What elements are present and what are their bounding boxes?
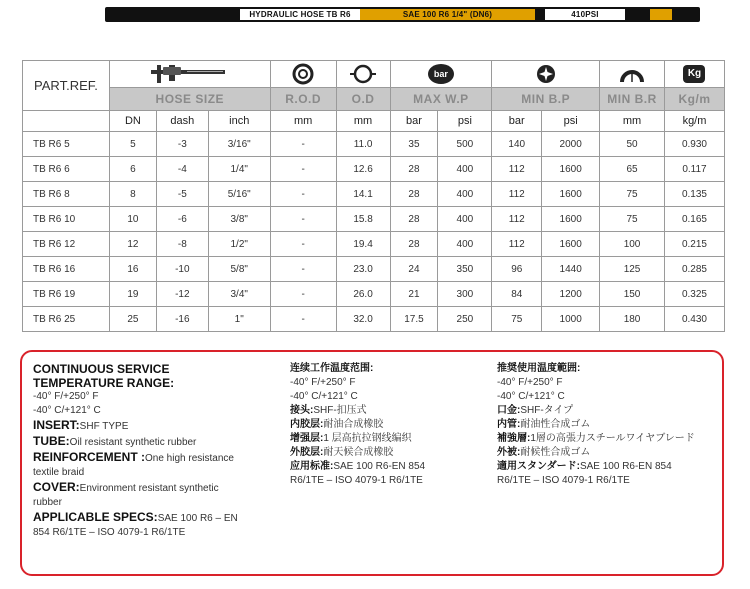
insert-value: SHF-タイプ — [520, 405, 574, 416]
specs-value-2: R6/1TE – ISO 4079-1 R6/1TE — [497, 475, 630, 486]
cell-inch: 1/2" — [208, 232, 270, 257]
group-header-row — [23, 88, 725, 111]
rod-icon-cell — [270, 61, 336, 88]
hose-print-spec: SAE 100 R6 1/4" (DN6) — [360, 9, 535, 20]
od-header: O.D — [336, 88, 390, 111]
cell-kgm: 0.135 — [664, 182, 724, 207]
cell-dash: -8 — [156, 232, 208, 257]
outer-diameter-icon — [348, 63, 378, 85]
cell-dash: -12 — [156, 282, 208, 307]
cell-bp-psi: 1600 — [542, 207, 600, 232]
ring-icon — [292, 63, 314, 85]
cell-part: TB R6 10 — [23, 207, 110, 232]
reinforcement-value: 1層の高張力スチールワイヤブレード — [530, 433, 695, 444]
cell-part: TB R6 5 — [23, 132, 110, 157]
cell-wp-psi: 400 — [438, 157, 492, 182]
hose-print-pressure: 410PSI — [545, 9, 625, 20]
cell-dn: 5 — [109, 132, 156, 157]
cell-inch: 3/4" — [208, 282, 270, 307]
hose-print-logo — [650, 9, 672, 20]
tube-value: 耐油性合成ゴム — [520, 419, 591, 430]
cell-dn: 10 — [109, 207, 156, 232]
unit-cell: mm — [336, 111, 390, 132]
cell-dn: 6 — [109, 157, 156, 182]
cell-wp-bar: 17.5 — [390, 307, 438, 332]
reinforcement-label: REINFORCEMENT : — [33, 450, 145, 464]
part-ref-header: PART.REF. — [23, 61, 110, 111]
cover-label: 外胶层: — [290, 447, 324, 458]
kgm-icon-cell — [664, 61, 724, 88]
unit-cell: mm — [270, 111, 336, 132]
cell-rod: - — [270, 207, 336, 232]
cell-part: TB R6 16 — [23, 257, 110, 282]
tube-label: TUBE: — [33, 434, 70, 448]
cell-wp-bar: 28 — [390, 182, 438, 207]
cell-od: 32.0 — [336, 307, 390, 332]
cell-rod: - — [270, 132, 336, 157]
min-bp-icon-cell — [492, 61, 600, 88]
reinforcement-value: One high resistance — [145, 453, 234, 464]
cell-od: 26.0 — [336, 282, 390, 307]
od-icon-cell — [336, 61, 390, 88]
cell-bp-psi: 1000 — [542, 307, 600, 332]
cell-bp-psi: 1200 — [542, 282, 600, 307]
cell-wp-bar: 35 — [390, 132, 438, 157]
cell-dn: 16 — [109, 257, 156, 282]
cell-inch: 3/8" — [208, 207, 270, 232]
insert-label: 接头: — [290, 405, 314, 416]
cell-bp-bar: 96 — [492, 257, 542, 282]
temp-f: -40° F/+250° F — [290, 377, 356, 388]
specs-value: SAE 100 R6 – EN — [157, 513, 238, 524]
unit-cell: DN — [109, 111, 156, 132]
temp-c: -40° C/+121° C — [290, 391, 358, 402]
cell-bp-bar: 84 — [492, 282, 542, 307]
specs-label: 適用スタンダード: — [497, 461, 580, 472]
unit-cell: mm — [600, 111, 665, 132]
cell-part: TB R6 25 — [23, 307, 110, 332]
insert-value: SHF TYPE — [79, 421, 129, 432]
cell-wp-bar: 28 — [390, 207, 438, 232]
cell-od: 14.1 — [336, 182, 390, 207]
max-wp-icon-cell — [390, 61, 492, 88]
cell-kgm: 0.430 — [664, 307, 724, 332]
rod-header: R.O.D — [270, 88, 336, 111]
table-body — [23, 132, 725, 332]
cell-inch: 5/16" — [208, 182, 270, 207]
spec-table — [22, 60, 725, 332]
unit-cell: bar — [390, 111, 438, 132]
cell-wp-psi: 400 — [438, 182, 492, 207]
cell-bp-bar: 112 — [492, 207, 542, 232]
kg-weight-icon: Kg — [683, 65, 705, 83]
cell-br: 75 — [600, 182, 665, 207]
notes-chinese — [290, 362, 485, 488]
reinforcement-value: 1 层高抗拉钢线编织 — [323, 433, 412, 444]
cell-kgm: 0.215 — [664, 232, 724, 257]
cell-wp-psi: 400 — [438, 207, 492, 232]
kgm-header: Kg/m — [664, 88, 724, 111]
specs-value-2: 854 R6/1TE – ISO 4079-1 R6/1TE — [33, 527, 186, 538]
table-row — [23, 182, 725, 207]
cover-value-2: rubber — [33, 497, 62, 508]
cell-bp-psi: 1600 — [542, 232, 600, 257]
specs-value: SAE 100 R6-EN 854 — [333, 461, 426, 472]
cell-rod: - — [270, 307, 336, 332]
temp-c: -40° C/+121° C — [33, 405, 101, 416]
bar-pressure-icon: bar — [428, 64, 454, 84]
specs-value-2: R6/1TE – ISO 4079-1 R6/1TE — [290, 475, 423, 486]
cell-dn: 19 — [109, 282, 156, 307]
cell-od: 15.8 — [336, 207, 390, 232]
cell-br: 65 — [600, 157, 665, 182]
cell-wp-bar: 28 — [390, 157, 438, 182]
cell-rod: - — [270, 182, 336, 207]
cell-br: 150 — [600, 282, 665, 307]
cell-wp-bar: 21 — [390, 282, 438, 307]
cell-dash: -16 — [156, 307, 208, 332]
unit-cell: psi — [438, 111, 492, 132]
cell-rod: - — [270, 282, 336, 307]
cell-br: 50 — [600, 132, 665, 157]
cell-wp-bar: 28 — [390, 232, 438, 257]
cell-wp-psi: 300 — [438, 282, 492, 307]
unit-row — [23, 111, 725, 132]
cell-kgm: 0.325 — [664, 282, 724, 307]
unit-cell: inch — [208, 111, 270, 132]
cell-dash: -6 — [156, 207, 208, 232]
cell-wp-bar: 24 — [390, 257, 438, 282]
cell-inch: 3/16" — [208, 132, 270, 157]
temp-heading: CONTINUOUS SERVICE — [33, 362, 170, 376]
cell-dn: 12 — [109, 232, 156, 257]
table-row — [23, 307, 725, 332]
cell-br: 75 — [600, 207, 665, 232]
bend-radius-icon — [619, 63, 645, 85]
specs-label: 应用标准: — [290, 461, 334, 472]
cell-kgm: 0.930 — [664, 132, 724, 157]
cell-bp-bar: 140 — [492, 132, 542, 157]
cell-wp-psi: 350 — [438, 257, 492, 282]
cover-value: 耐天候合成橡胶 — [323, 447, 394, 458]
cell-part: TB R6 19 — [23, 282, 110, 307]
temp-heading-2: TEMPERATURE RANGE: — [33, 376, 175, 390]
hose-size-icon-cell — [109, 61, 270, 88]
temp-c: -40° C/+121° C — [497, 391, 565, 402]
cell-od: 23.0 — [336, 257, 390, 282]
min-br-icon-cell — [600, 61, 665, 88]
cell-kgm: 0.285 — [664, 257, 724, 282]
cover-value: 耐候性合成ゴム — [520, 447, 591, 458]
specs-label: APPLICABLE SPECS: — [33, 510, 158, 524]
cell-wp-psi: 250 — [438, 307, 492, 332]
cell-part: TB R6 8 — [23, 182, 110, 207]
specs-value: SAE 100 R6-EN 854 — [579, 461, 672, 472]
temp-heading: 连续工作温度范围: — [290, 363, 374, 374]
cell-br: 180 — [600, 307, 665, 332]
insert-value: SHF-扣压式 — [313, 405, 367, 416]
burst-icon — [535, 63, 557, 85]
tube-label: 内胶层: — [290, 419, 324, 430]
cell-wp-psi: 400 — [438, 232, 492, 257]
cell-part: TB R6 12 — [23, 232, 110, 257]
table-row — [23, 132, 725, 157]
cell-bp-psi: 1440 — [542, 257, 600, 282]
cell-br: 125 — [600, 257, 665, 282]
unit-cell: bar — [492, 111, 542, 132]
hose-print-strip — [105, 7, 700, 22]
cell-dash: -3 — [156, 132, 208, 157]
cell-wp-psi: 500 — [438, 132, 492, 157]
notes-box — [20, 350, 724, 576]
insert-label: INSERT: — [33, 418, 80, 432]
hose-print-title: HYDRAULIC HOSE TB R6 — [240, 9, 360, 20]
table-row — [23, 207, 725, 232]
cell-dash: -5 — [156, 182, 208, 207]
cell-br: 100 — [600, 232, 665, 257]
cell-bp-psi: 1600 — [542, 182, 600, 207]
cell-bp-bar: 112 — [492, 157, 542, 182]
cell-bp-psi: 2000 — [542, 132, 600, 157]
tube-value: 耐油合成橡胶 — [323, 419, 384, 430]
table-row — [23, 257, 725, 282]
unit-cell: psi — [542, 111, 600, 132]
hose-size-header: HOSE SIZE — [109, 88, 270, 111]
cover-label: 外被: — [497, 447, 521, 458]
temp-heading: 推奨使用温度範囲: — [497, 363, 581, 374]
tube-value: Oil resistant synthetic rubber — [69, 437, 197, 448]
insert-label: 口金: — [497, 405, 521, 416]
cover-value: Environment resistant synthetic — [79, 483, 219, 494]
cell-dn: 25 — [109, 307, 156, 332]
cell-rod: - — [270, 157, 336, 182]
cover-label: COVER: — [33, 480, 80, 494]
cell-od: 19.4 — [336, 232, 390, 257]
table-row — [23, 282, 725, 307]
cell-bp-bar: 75 — [492, 307, 542, 332]
cell-bp-bar: 112 — [492, 182, 542, 207]
table-row — [23, 157, 725, 182]
min-br-header: MIN B.R — [600, 88, 665, 111]
cell-kgm: 0.165 — [664, 207, 724, 232]
icon-row — [23, 61, 725, 88]
reinforcement-label: 增强层: — [290, 433, 324, 444]
cell-inch: 5/8" — [208, 257, 270, 282]
cell-od: 11.0 — [336, 132, 390, 157]
cell-part: TB R6 6 — [23, 157, 110, 182]
cell-inch: 1/4" — [208, 157, 270, 182]
cell-bp-psi: 1600 — [542, 157, 600, 182]
cell-kgm: 0.117 — [664, 157, 724, 182]
reinforcement-value-2: textile braid — [33, 467, 85, 478]
notes-english — [33, 362, 278, 540]
tube-label: 内管: — [497, 419, 521, 430]
unit-cell: kg/m — [664, 111, 724, 132]
cell-dn: 8 — [109, 182, 156, 207]
cell-dash: -10 — [156, 257, 208, 282]
caliper-icon — [147, 63, 233, 85]
cell-inch: 1" — [208, 307, 270, 332]
cell-bp-bar: 112 — [492, 232, 542, 257]
unit-cell: dash — [156, 111, 208, 132]
temp-f: -40° F/+250° F — [33, 391, 99, 402]
temp-f: -40° F/+250° F — [497, 377, 563, 388]
min-bp-header: MIN B.P — [492, 88, 600, 111]
table-row — [23, 232, 725, 257]
notes-japanese — [497, 362, 722, 488]
max-wp-header: MAX W.P — [390, 88, 492, 111]
part-ref-unit-cell — [23, 111, 110, 132]
cell-rod: - — [270, 257, 336, 282]
cell-dash: -4 — [156, 157, 208, 182]
reinforcement-label: 補強層: — [497, 433, 531, 444]
cell-rod: - — [270, 232, 336, 257]
cell-od: 12.6 — [336, 157, 390, 182]
